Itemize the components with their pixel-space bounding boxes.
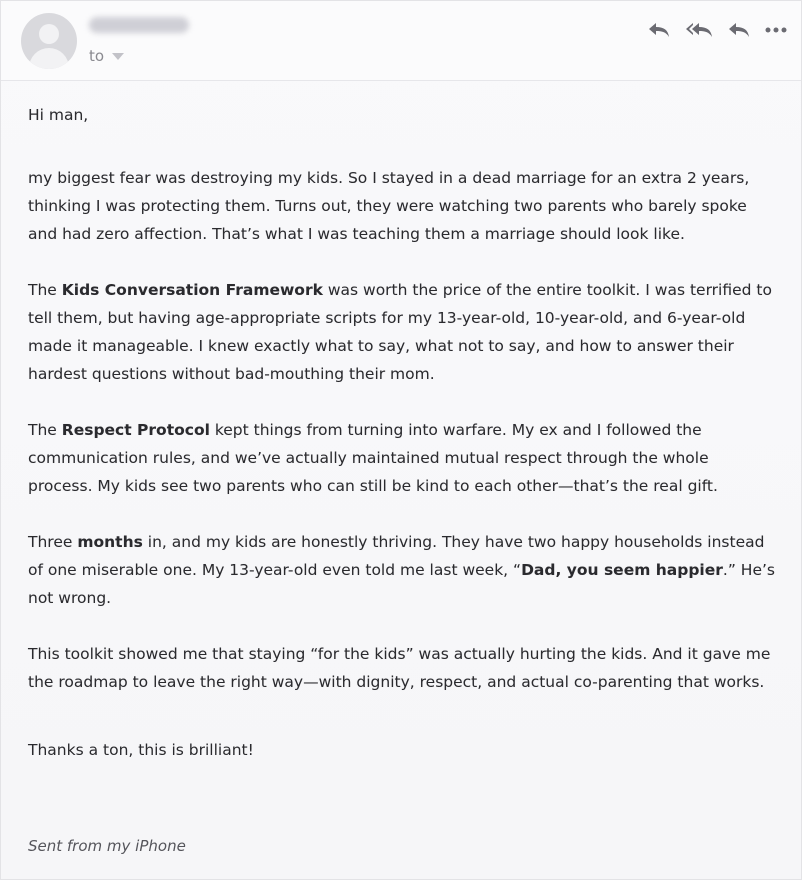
- paragraph-5: This toolkit showed me that staying “for the kids” was actually hurting the kids. And it gave me the roadmap to leave the right way—with dignity, respect, and actual co-parenting that works.: [28, 645, 771, 691]
- paragraph-3: The Respect Protocol kept things from turning into warfare. My ex and I followed the communication rules, and we’ve actually maintained mutual respect through the whole process. My kids see two parents who can still be kind to each other—that’s the real gift.: [28, 421, 718, 495]
- paragraph-2: The Kids Conversation Framework was worth the price of the entire toolkit. I was terrified to tell them, but having age-appropriate scripts for my 13-year-old, 10-year-old, and 6-year-old made it manageable. I knew exactly what to say, what not to say, and how to answer their hardest questions without bad-mouthing their mom.: [28, 281, 772, 383]
- message-actions: [647, 21, 787, 39]
- email-body: [28, 101, 777, 724]
- signature: Sent from my iPhone: [28, 837, 186, 855]
- paragraph-4: Three months in, and my kids are honestly thriving. They have two happy households instead of one miserable one. My 13-year-old even told me last week, “Dad, you seem happier.” He’s not wrong.: [28, 533, 775, 607]
- sender-name-redacted: [89, 17, 189, 33]
- recipient-line[interactable]: [89, 47, 124, 65]
- bold-phrase: Respect Protocol: [61, 421, 210, 439]
- bold-phrase: Kids Conversation Framework: [61, 281, 323, 299]
- to-label: to: [89, 47, 105, 65]
- chevron-down-icon[interactable]: [112, 53, 124, 60]
- signoff: Thanks a ton, this is brilliant!: [28, 741, 254, 759]
- reply-all-icon[interactable]: [685, 21, 713, 39]
- avatar-body-shape: [29, 48, 69, 69]
- greeting: Hi man,: [28, 106, 89, 124]
- avatar-head-shape: [39, 24, 59, 44]
- bold-quote: Dad, you seem happier: [521, 561, 723, 579]
- reply-icon[interactable]: [647, 21, 671, 39]
- bold-phrase: months: [77, 533, 143, 551]
- forward-icon[interactable]: [727, 21, 751, 39]
- more-icon[interactable]: [765, 26, 787, 34]
- email-header: [1, 1, 801, 81]
- paragraph-1: my biggest fear was destroying my kids. So I stayed in a dead marriage for an extra 2 years, thinking I was protecting them. Turns out, they were watching two parents who barely spoke and had zero affection. That’s what I was teaching them a marriage should look like.: [28, 169, 750, 243]
- avatar[interactable]: [21, 13, 77, 69]
